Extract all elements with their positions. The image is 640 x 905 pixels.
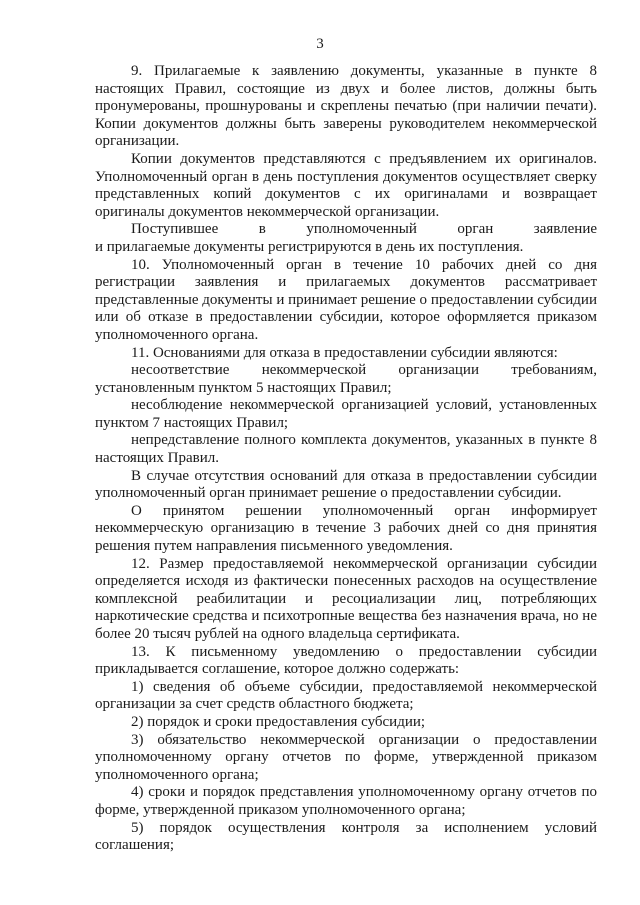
paragraph-notification: О принятом решении уполномоченный орган информирует некоммерческую организацию в течение 3 рабочих дней со дня принятия решения путем направления письменного уведомления. <box>95 502 597 555</box>
page-number: 3 <box>316 36 324 52</box>
document-body <box>95 63 597 855</box>
paragraph-11: 11. Основаниями для отказа в предоставлении субсидии являются: <box>131 344 558 361</box>
agreement-item-2: 2) порядок и сроки предоставления субсидии; <box>131 713 426 730</box>
paragraph-12: 12. Размер предоставляемой некоммерческой организации субсидии определяется исходя из фактически понесенных расходов на осуществление комплексной реабилитации и ресоциализации лиц, потребляющих наркотические средства и психотропные вещества без назначения врача, но не более 20 тысяч рублей на одного владельца сертификата. <box>95 555 597 642</box>
paragraph-9: 9. Прилагаемые к заявлению документы, указанные в пункте 8 настоящих Правил, состоящие из двух и более листов, должны быть пронумерованы, прошнурованы и скреплены печатью (при наличии печати). Копии документов должны быть заверены руководителем некоммерческой организации. <box>95 63 597 150</box>
agreement-item-5: 5) порядок осуществления контроля за исполнением условий соглашения; <box>95 819 597 854</box>
refusal-ground-1: несоответствие некоммерческой организации требованиям, установленным пунктом 5 настоящих Правил; <box>95 362 597 396</box>
agreement-item-1: 1) сведения об объеме субсидии, предоставляемой некоммерческой организации за счет средств областного бюджета; <box>95 678 597 713</box>
agreement-item-4: 4) сроки и порядок представления уполномоченному органу отчетов по форме, утвержденной приказом уполномоченного органа; <box>95 784 597 818</box>
paragraph-10: 10. Уполномоченный орган в течение 10 рабочих дней со дня регистрации заявления и прилагаемых документов рассматривает представленные документы и принимает решение о предоставлении субсидии или об отказе в предоставлении субсидии, которое оформляется приказом уполномоченного органа. <box>95 256 597 343</box>
paragraph-registration-end: и прилагаемые документы регистрируются в день их поступления. <box>95 238 524 255</box>
paragraph-13: 13. К письменному уведомлению о предоставлении субсидии прикладывается соглашение, которое должно содержать: <box>95 643 597 678</box>
agreement-item-3: 3) обязательство некоммерческой организации о предоставлении уполномоченному органу отчетов по форме, утвержденной приказом уполномоченного органа; <box>95 731 597 783</box>
paragraph-copies: Копии документов представляются с предъявлением их оригиналов. Уполномоченный орган в день поступления документов осуществляет сверку представленных копий документов с их оригиналами и возвращает оригиналы документов некоммерческой организации. <box>95 150 597 220</box>
refusal-ground-3: непредставление полного комплекта документов, указанных в пункте 8 настоящих Правил. <box>95 432 597 467</box>
paragraph-no-grounds: В случае отсутствия оснований для отказа в предоставлении субсидии уполномоченный орган принимает решение о предоставлении субсидии. <box>95 467 597 502</box>
paragraph-registration-start: Поступившее в уполномоченный орган заявление <box>131 221 597 238</box>
refusal-ground-2: несоблюдение некоммерческой организацией условий, установленных пунктом 7 настоящих Правил; <box>95 397 597 431</box>
